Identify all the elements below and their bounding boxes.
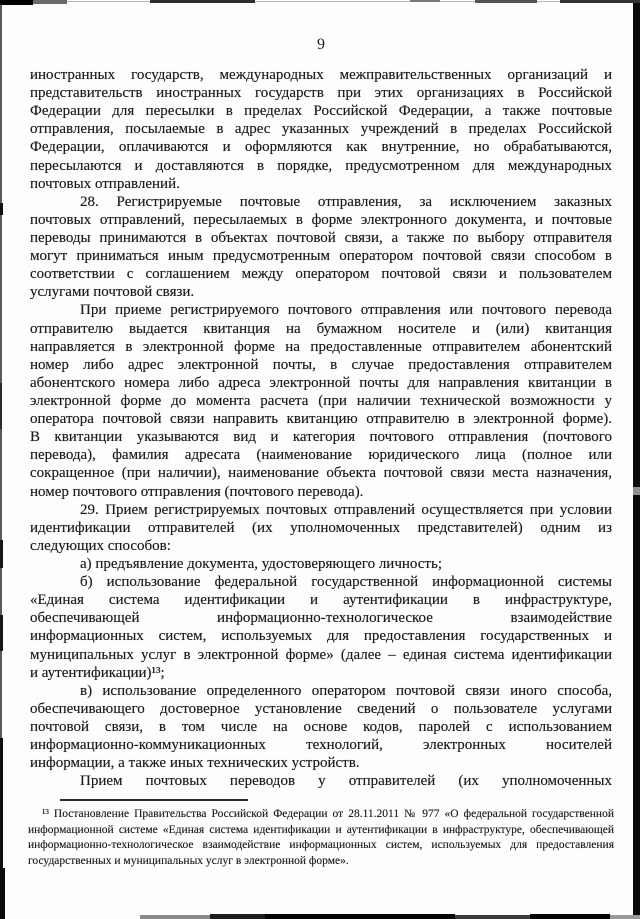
scan-artifact-left-mark: [0, 540, 3, 568]
body-line: услугами почтовой связи.: [30, 284, 195, 301]
body-line: информационно-коммуникационных технологий, электронных носителей: [30, 737, 612, 754]
scan-artifact-top-mark: [560, 0, 640, 3]
paragraph: [30, 772, 612, 790]
scan-artifact-top-mark: [475, 0, 537, 3]
paragraph: [30, 573, 612, 682]
footnote-separator: [60, 799, 248, 801]
body-line: представительств иностранных государств при этих организациях в Российской: [30, 85, 612, 102]
body-line: а) предъявление документа, удостоверяющего личность;: [80, 555, 442, 572]
scan-artifact-top-mark: [150, 0, 255, 3]
paragraph: [30, 555, 612, 573]
body-line: почтовых отправлений.: [30, 175, 180, 192]
body-line: обеспечивающей информационно-технологическое взаимодействие: [30, 610, 612, 627]
body-line: почтовых отправлений, пересылаемых в форме электронного документа, и почтовые: [30, 211, 612, 228]
footnote: [28, 807, 614, 869]
scan-artifact-top-mark: [0, 0, 33, 5]
body-line: оператора почтовой связи направить квитанцию отправителю в электронной форме).: [30, 411, 612, 428]
body-line: почтовой связи, в том числе на основе кодов, паролей с использованием: [30, 718, 612, 735]
footnote-line: государственных и муниципальных услуг в электронной форме».: [28, 854, 349, 867]
body-line: пересылаются и доставляются в порядке, предусмотренном для международных: [30, 157, 612, 174]
body-line: отправления, посылаемые в адрес указанных учреждений в пределах Российской: [30, 121, 612, 138]
body-line: и аутентификации)¹³;: [30, 664, 165, 681]
page-number: 9: [317, 36, 325, 53]
body-line: отправителю выдается квитанция на бумажном носителе и (или) квитанция: [30, 320, 612, 337]
body-line: перевода), фамилия адресата (наименование юридического лица (полное или: [30, 447, 612, 464]
scan-artifact-bottom-mark: [455, 915, 530, 919]
paragraph: [30, 301, 612, 500]
body-line: идентификации отправителей (их уполномоченных представителей) одним из: [30, 519, 612, 536]
scan-artifact-bottom-mark: [265, 914, 455, 919]
scan-artifact-bottom-mark: [530, 914, 610, 919]
scan-artifact-top-line: [0, 1, 640, 2]
body-line: переводы принимаются в объектах почтовой связи, а также по выбору отправителя: [30, 229, 612, 246]
body-line: Федерации для пересылки в пределах Российской Федерации, а также почтовые: [30, 103, 612, 120]
body-line: номер почтового отправления (почтового перевода).: [30, 483, 364, 500]
body-line: соответствии с соглашением между оператором почтовой связи и пользователем: [30, 266, 612, 283]
body-line: сокращенное (при наличии), наименование объекта почтовой связи места назначения,: [30, 465, 612, 482]
body-line: информации, а также иных технических устройств.: [30, 755, 360, 772]
scan-artifact-bottom-mark: [210, 914, 265, 919]
paragraph: [30, 501, 612, 555]
body-text: [30, 66, 612, 790]
scan-artifact-left-mark: [0, 383, 2, 429]
paragraph: [30, 682, 612, 773]
scan-artifact-left-mark: [0, 868, 5, 919]
body-line: могут приниматься иным предусмотренным оператором почтовой связи способом в: [30, 248, 612, 265]
paragraph: [30, 66, 612, 193]
body-line: абонентского номера либо адреса электронной почты для направления квитанции в: [30, 374, 612, 391]
scan-artifact-right-notch: [633, 487, 640, 495]
paragraph: [30, 193, 612, 302]
footnote-line: информационно-технологическое взаимодействие информационных систем, используемых для предоставления: [28, 839, 614, 852]
body-line: в) использование определенного оператором почтовой связи иного способа,: [80, 682, 612, 699]
scan-artifact-top-mark: [33, 0, 67, 4]
body-line: 28. Регистрируемые почтовые отправления, за исключением заказных: [80, 193, 612, 210]
scan-artifact-left-mark: [0, 615, 3, 651]
scan-artifact-right-bar: [633, 0, 640, 919]
scan-artifact-bottom-mark: [610, 915, 640, 919]
scan-artifact-bottom-mark: [140, 915, 210, 919]
scan-artifact-top-mark: [410, 0, 440, 2]
body-line: следующих способов:: [30, 537, 171, 554]
body-line: Федерации, оплачиваются и оформляются как внутренние, но обрабатываются,: [30, 139, 612, 156]
body-line: 29. Прием регистрируемых почтовых отправлений осуществляется при условии: [80, 501, 612, 518]
body-line: электронной форме до момента расчета (при наличии технической возможности у: [30, 392, 612, 409]
body-line: информационных систем, используемых для предоставления государственных и: [30, 628, 612, 645]
body-line: направляется в электронной форме на предоставленные отправителем абонентский: [30, 338, 612, 355]
body-line: При приеме регистрируемого почтового отправления или почтового перевода: [80, 302, 612, 319]
footnote-line: ¹³ Постановление Правительства Российской Федерации от 28.11.2011 № 977 «О федеральной государственной: [42, 808, 614, 820]
scan-artifact-left-mark: [0, 203, 3, 215]
body-line: иностранных государств, международных межправительственных организаций и: [30, 67, 612, 83]
body-line: муниципальных услуг в электронной форме» (далее – единая система идентификации: [30, 646, 612, 663]
body-line: б) использование федеральной государственной информационной системы: [80, 574, 612, 591]
footnote-line: информационной системе «Единая система идентификации и аутентификации в инфраструктуре, обеспечивающей: [28, 823, 614, 836]
body-line: В квитанции указываются вид и категория почтового отправления (почтового: [30, 429, 612, 446]
body-line: «Единая система идентификации и аутентификации в инфраструктуре,: [30, 592, 612, 609]
body-line: Прием почтовых переводов у отправителей (их уполномоченных: [80, 773, 612, 790]
body-line: номер либо адрес электронной почты, в случае предоставления отправителем: [30, 356, 612, 373]
body-line: обеспечивающего достоверное установление сведений о пользователе услугами: [30, 700, 612, 717]
